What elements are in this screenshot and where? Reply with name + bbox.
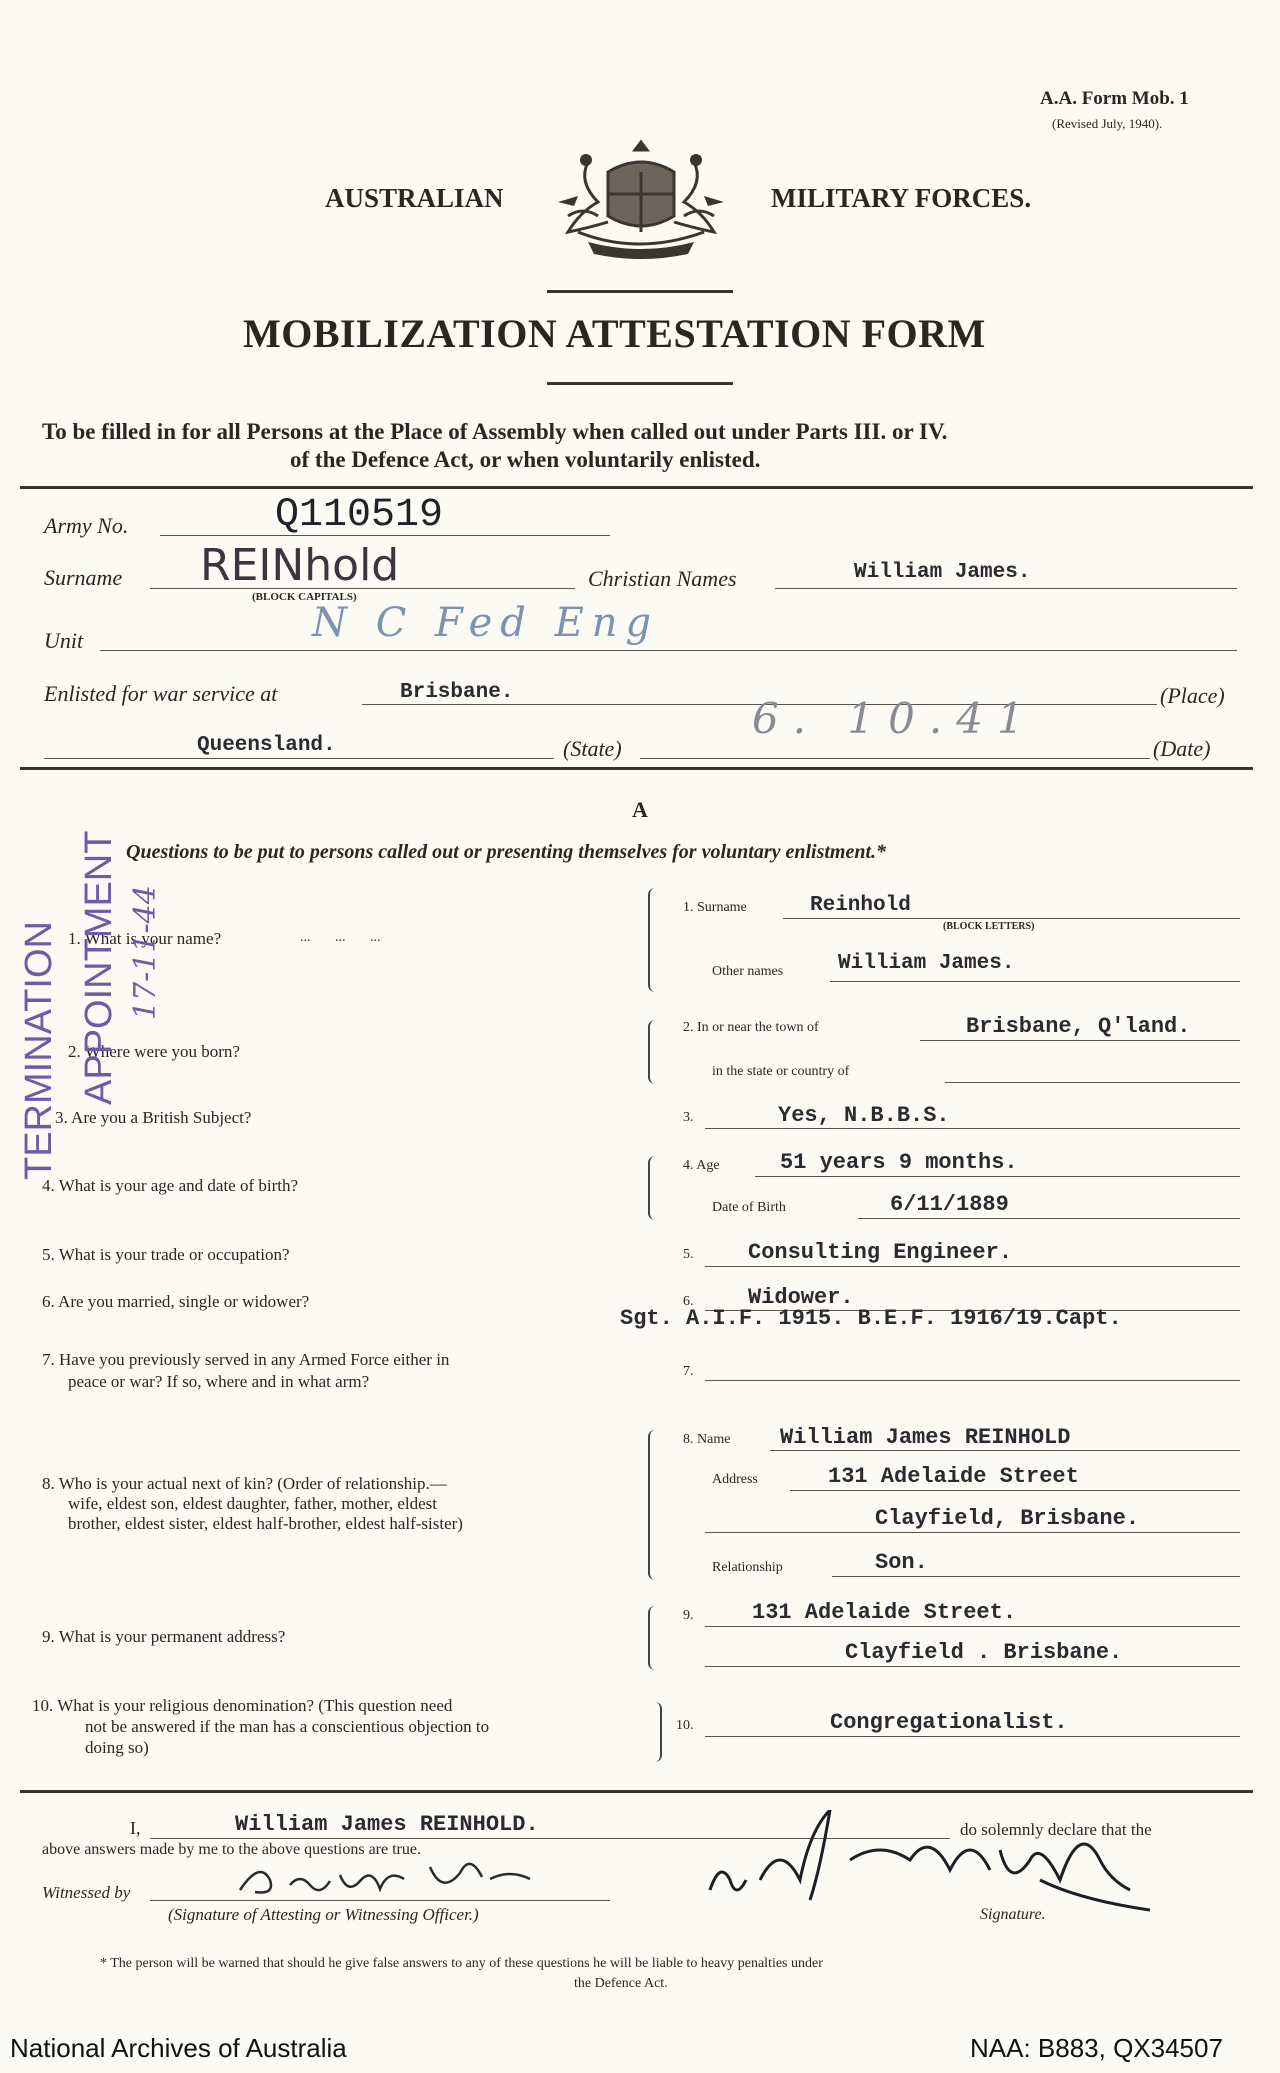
answer-8-relationship-value: Son. bbox=[875, 1550, 928, 1575]
answer-8-address-label: Address bbox=[712, 1472, 758, 1487]
form-title: MOBILIZATION ATTESTATION FORM bbox=[243, 311, 986, 356]
answer-9-label: 9. bbox=[683, 1608, 694, 1623]
answer-8-name-label: 8. Name bbox=[683, 1432, 731, 1447]
answer-10-label: 10. bbox=[676, 1718, 694, 1733]
state-label: (State) bbox=[563, 736, 622, 761]
question-3: 3. Are you a British Subject? bbox=[55, 1108, 252, 1127]
header-australian: AUSTRALIAN bbox=[325, 183, 504, 213]
declaration-rule bbox=[20, 1790, 1253, 1793]
state-value: Queensland. bbox=[197, 734, 336, 757]
brace-4 bbox=[648, 1156, 662, 1220]
brace-10 bbox=[648, 1702, 662, 1762]
coat-of-arms-emblem bbox=[548, 132, 734, 268]
answer-8-address-value2: Clayfield, Brisbane. bbox=[875, 1506, 1140, 1531]
answer-1-other-label: Other names bbox=[712, 964, 784, 979]
answer-9-line2 bbox=[705, 1666, 1240, 1667]
stamp-appointment: APPOINTMENT bbox=[78, 830, 120, 1105]
question-8: 8. Who is your actual next of kin? (Order of relationship.— bbox=[42, 1474, 447, 1493]
answer-8-relationship-line bbox=[832, 1576, 1240, 1577]
answer-1-other-value: William James. bbox=[838, 952, 1015, 975]
leader-dots: ... ... ... bbox=[300, 930, 381, 945]
brace-9 bbox=[648, 1606, 662, 1670]
form-revised: (Revised July, 1940). bbox=[1052, 116, 1163, 131]
section-a-letter: A bbox=[632, 797, 648, 822]
question-1: 1. What is your name? bbox=[68, 929, 222, 948]
unit-label: Unit bbox=[44, 628, 84, 653]
answer-2-town-line bbox=[920, 1040, 1240, 1041]
declaration-name: William James REINHOLD. bbox=[235, 1812, 539, 1837]
title-rule-bottom bbox=[547, 382, 733, 385]
unit-value: N C Fed Eng bbox=[312, 600, 660, 646]
question-10: 10. What is your religious denomination? (This question need bbox=[32, 1696, 453, 1715]
answer-4-dob-line bbox=[858, 1218, 1240, 1219]
state-line bbox=[44, 758, 554, 759]
answer-3-line bbox=[705, 1128, 1240, 1129]
footnote-line2: the Defence Act. bbox=[574, 1976, 668, 1991]
question-10-line2: not be answered if the man has a conscientious objection to bbox=[85, 1717, 490, 1736]
unit-line bbox=[100, 650, 1237, 651]
question-5: 5. What is your trade or occupation? bbox=[42, 1245, 290, 1264]
declaration-text-right: do solemnly declare that the bbox=[960, 1820, 1152, 1839]
date-value: 6. 10.41 bbox=[752, 694, 1038, 743]
question-7-line2: peace or war? If so, where and in what arm? bbox=[68, 1372, 370, 1391]
answer-5-label: 5. bbox=[683, 1247, 694, 1262]
block-capitals-note: (BLOCK CAPITALS) bbox=[252, 591, 357, 603]
place-label: (Place) bbox=[1160, 683, 1225, 708]
question-7: 7. Have you previously served in any Armed Force either in bbox=[42, 1350, 450, 1369]
enlisted-label: Enlisted for war service at bbox=[44, 681, 278, 706]
section-a-heading: Questions to be put to persons called out or presenting themselves for voluntary enlistment.* bbox=[126, 841, 887, 863]
answer-7-label: 7. bbox=[683, 1364, 694, 1379]
answer-9-value2: Clayfield . Brisbane. bbox=[845, 1640, 1123, 1665]
witnessed-by-label: Witnessed by bbox=[42, 1883, 131, 1902]
enlisted-place-value: Brisbane. bbox=[400, 681, 514, 704]
footnote-line1: * The person will be warned that should he give false answers to any of these questions he will be liable to heavy penalties under bbox=[100, 1956, 823, 1971]
answer-3-value: Yes, N.B.B.S. bbox=[778, 1103, 950, 1128]
answer-4-age-label: 4. Age bbox=[683, 1158, 720, 1173]
date-line bbox=[640, 758, 1150, 759]
answer-9-line bbox=[705, 1626, 1240, 1627]
answer-2-country-label: in the state or country of bbox=[712, 1064, 850, 1079]
christian-names-value: William James. bbox=[854, 561, 1031, 584]
answer-4-age-line bbox=[755, 1176, 1240, 1177]
section-a-rule bbox=[20, 767, 1253, 770]
answer-2-country-line bbox=[945, 1082, 1240, 1083]
question-9: 9. What is your permanent address? bbox=[42, 1627, 286, 1646]
surname-label: Surname bbox=[44, 565, 123, 590]
instructions-line1: To be filled in for all Persons at the Place of Assembly when called out under Parts III. or IV. bbox=[42, 419, 948, 444]
applicant-signature bbox=[700, 1810, 1170, 1920]
header-military-forces: MILITARY FORCES. bbox=[771, 183, 1032, 213]
answer-5-line bbox=[705, 1266, 1240, 1267]
question-8-line3: brother, eldest sister, eldest half-brother, eldest half-sister) bbox=[68, 1514, 463, 1533]
army-no-label: Army No. bbox=[44, 513, 129, 538]
signature-label: Signature. bbox=[980, 1906, 1046, 1923]
answer-7-value: Sgt. A.I.F. 1915. B.E.F. 1916/19.Capt. bbox=[620, 1306, 1122, 1331]
answer-8-name-line bbox=[770, 1450, 1240, 1451]
christian-names-label: Christian Names bbox=[588, 566, 737, 591]
answer-8-name-value: William James REINHOLD bbox=[780, 1425, 1071, 1450]
question-10-line3: doing so) bbox=[85, 1738, 149, 1757]
answer-6-label: 6. bbox=[683, 1294, 694, 1309]
block-letters-note: (BLOCK LETTERS) bbox=[943, 921, 1035, 932]
declaration-text-line2: above answers made by me to the above questions are true. bbox=[42, 1841, 421, 1858]
officer-label: (Signature of Attesting or Witnessing Officer.) bbox=[168, 1905, 479, 1924]
answer-4-age-value: 51 years 9 months. bbox=[780, 1150, 1018, 1175]
answer-3-label: 3. bbox=[683, 1110, 694, 1125]
brace-8 bbox=[648, 1430, 662, 1580]
answer-1-surname-label: 1. Surname bbox=[683, 900, 747, 915]
answer-4-dob-value: 6/11/1889 bbox=[890, 1192, 1009, 1217]
answer-1-surname-value: Reinhold bbox=[810, 894, 911, 917]
answer-8-address-value: 131 Adelaide Street bbox=[828, 1464, 1079, 1489]
brace-1 bbox=[648, 888, 662, 992]
answer-8-address-line2 bbox=[705, 1532, 1240, 1533]
answer-4-dob-label: Date of Birth bbox=[712, 1200, 786, 1215]
answer-5-value: Consulting Engineer. bbox=[748, 1240, 1013, 1265]
title-rule-top bbox=[547, 290, 733, 293]
form-reference: A.A. Form Mob. 1 bbox=[1040, 88, 1189, 109]
question-2: 2. Where were you born? bbox=[68, 1042, 240, 1061]
stamp-termination: TERMINATION bbox=[18, 921, 60, 1180]
date-label: (Date) bbox=[1153, 736, 1211, 761]
army-no-value: Q110519 bbox=[275, 493, 444, 538]
answer-1-other-line bbox=[830, 981, 1240, 982]
answer-7-line bbox=[705, 1380, 1240, 1381]
christian-names-line bbox=[775, 588, 1237, 589]
stamp-date: 17-11-44 bbox=[128, 885, 163, 1020]
answer-10-line bbox=[705, 1736, 1240, 1737]
section-rule bbox=[20, 486, 1253, 489]
answer-9-value: 131 Adelaide Street. bbox=[752, 1600, 1017, 1625]
answer-2-town-label: 2. In or near the town of bbox=[683, 1020, 819, 1035]
question-8-line2: wife, eldest son, eldest daughter, father, mother, eldest bbox=[68, 1494, 438, 1513]
declaration-i: I, bbox=[130, 1818, 141, 1838]
answer-6-value: Widower. bbox=[748, 1285, 854, 1310]
answer-10-value: Congregationalist. bbox=[830, 1710, 1068, 1735]
instructions-line2: of the Defence Act, or when voluntarily enlisted. bbox=[290, 447, 761, 472]
answer-1-surname-line bbox=[783, 918, 1240, 919]
answer-2-town-value: Brisbane, Q'land. bbox=[966, 1014, 1191, 1039]
archive-name: National Archives of Australia bbox=[10, 2033, 347, 2063]
witness-signature bbox=[230, 1855, 560, 1905]
question-6: 6. Are you married, single or widower? bbox=[42, 1292, 310, 1311]
question-4: 4. What is your age and date of birth? bbox=[42, 1176, 299, 1195]
brace-2 bbox=[648, 1020, 662, 1084]
surname-value: REINhold bbox=[200, 540, 400, 591]
answer-8-address-line bbox=[790, 1490, 1240, 1491]
answer-8-relationship-label: Relationship bbox=[712, 1560, 783, 1575]
archive-reference: NAA: B883, QX34507 bbox=[970, 2033, 1223, 2063]
